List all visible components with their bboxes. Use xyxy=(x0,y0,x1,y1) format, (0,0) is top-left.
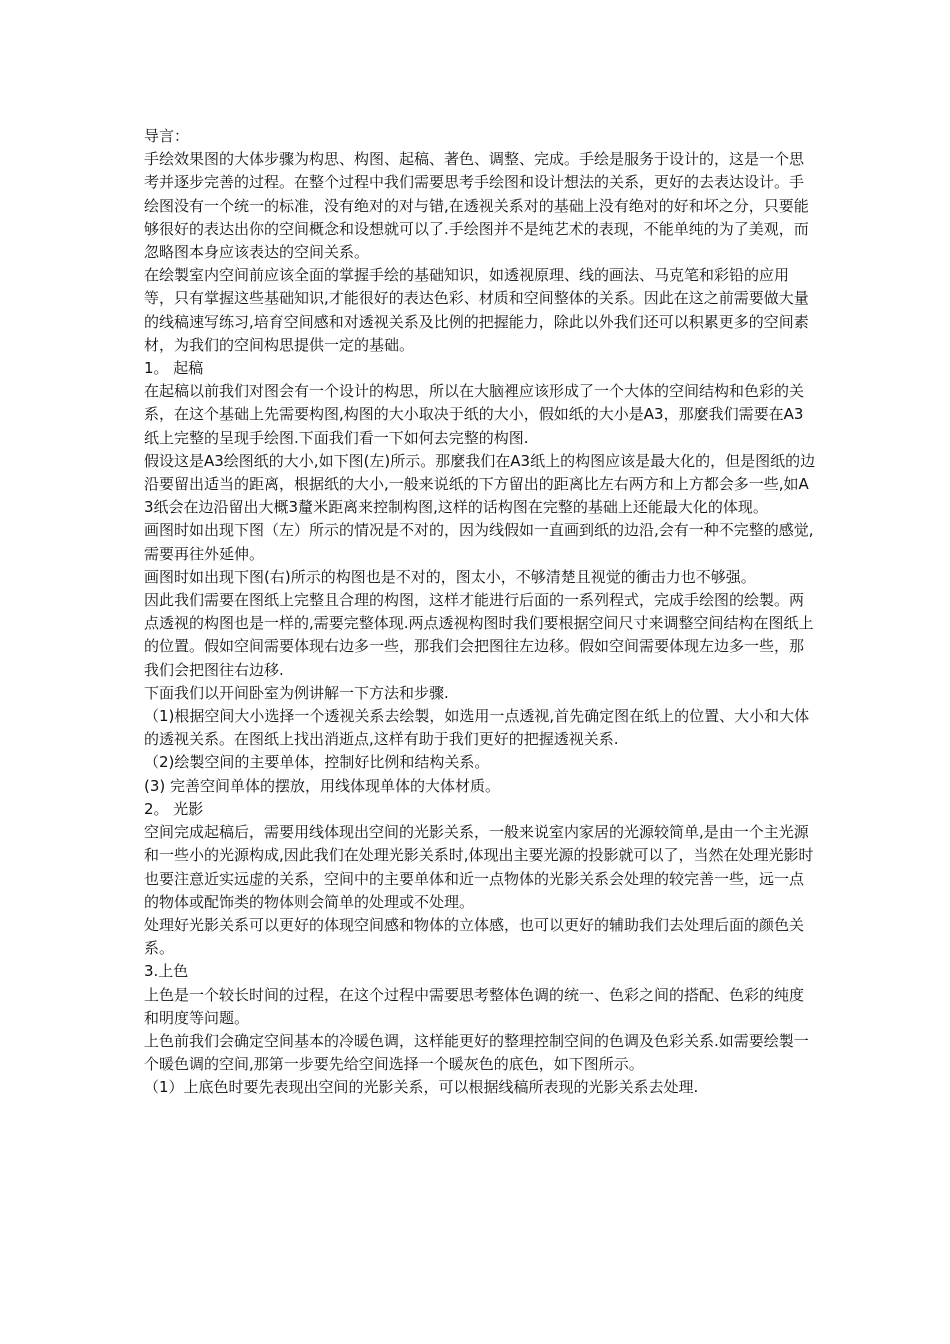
section-heading-light: 2。 光影 xyxy=(144,799,204,818)
paragraph: 处理好光影关系可以更好的体现空间感和物体的立体感，也可以更好的辅助我们去处理后面的颜色关系。 xyxy=(144,915,805,958)
paragraph: 在绘製室内空间前应该全面的掌握手绘的基础知识，如透视原理、线的画法、马克笔和彩铅的应用等，只有掌握这些基础知识,才能很好的表达色彩、材质和空间整体的关系。因此在这之前需要做大量的线稿速写练习,培育空间感和对透视关系及比例的把握能力，除此以外我们还可以积累更多的空间素材，为我们的空间构思提供一定的基础。 xyxy=(144,266,809,354)
section-heading-color: 3.上色 xyxy=(144,962,189,981)
paragraph: 假设这是A3绘图纸的大小,如下图(左)所示。那麼我们在A3纸上的构图应该是最大化的，但是图纸的边沿要留出适当的距离，根据纸的大小,一般来说纸的下方留出的距离比左右两方和上方都会多一些,如A3纸会在边沿留出大概3釐米距离来控制构图,这样的话构图在完整的基础上还能最大化的体现。 xyxy=(144,451,816,517)
step-item: （1）上底色时要先表现出空间的光影关系，可以根据线稿所表现的光影关系去处理. xyxy=(144,1078,699,1097)
paragraph: 画图时如出现下图(右)所示的构图也是不对的，图太小，不够清楚且视觉的衝击力也不够强。 xyxy=(144,567,756,586)
step-item: （2)绘製空间的主要单体，控制好比例和结构关系。 xyxy=(144,753,490,772)
paragraph: 画图时如出现下图（左）所示的情况是不对的，因为线假如一直画到纸的边沿,会有一种不完整的感觉,需要再往外延伸。 xyxy=(144,521,814,563)
paragraph: 因此我们需要在图纸上完整且合理的构图，这样才能进行后面的一系列程式，完成手绘图的绘製。两点透视的构图也是一样的,需要完整体现.两点透视构图时我们要根据空间尺寸来调整空间结构在图纸上的位置。假如空间需要体现右边多一些，那我们会把图往左边移。假如空间需要体现左边多一些，那我们会把图往右边移. xyxy=(144,591,814,679)
section-heading-sketch: 1。 起稿 xyxy=(144,359,204,378)
paragraph: 下面我们以开间卧室为例讲解一下方法和步骤. xyxy=(144,683,449,702)
paragraph: 上色是一个较长时间的过程，在这个过程中需要思考整体色调的统一、色彩之间的搭配、色彩的纯度和明度等问题。 xyxy=(144,985,805,1027)
paragraph: 空间完成起稿后，需要用线体现出空间的光影关系，一般来说室内家居的光源较简单,是由一个主光源和一些小的光源构成,因此我们在处理光影关系时,体现出主要光源的投影就可以了，当然在处理光影时也要注意近实远虚的关系，空间中的主要单体和近一点物体的光影关系会处理的较完善一些，远一点的物体或配饰类的物体则会简单的处理或不处理。 xyxy=(144,823,814,911)
step-item: (3) 完善空间单体的摆放，用线体现单体的大体材质。 xyxy=(144,776,501,795)
paragraph: 上色前我们会确定空间基本的冷暖色调，这样能更好的整理控制空间的色调及色彩关系.如需要绘製一个暖色调的空间,那第一步要先给空间选择一个暖灰色的底色，如下图所示。 xyxy=(144,1031,809,1074)
paragraph: 手绘效果图的大体步骤为构思、构图、起稿、著色、调整、完成。手绘是服务于设计的，这是一个思考并逐步完善的过程。在整个过程中我们需要思考手绘图和设计想法的关系，更好的去表达设计。手绘图没有一个统一的标准，没有绝对的对与错,在透视关系对的基础上没有绝对的好和坏之分，只要能够很好的表达出你的空间概念和设想就可以了.手绘图并不是纯艺术的表现，不能单纯的为了美观，而忽略图本身应该表达的空间关系。 xyxy=(144,150,809,262)
paragraph: 在起稿以前我们对图会有一个设计的构思，所以在大脑裡应该形成了一个大体的空间结构和色彩的关系，在这个基础上先需要构图,构图的大小取决于纸的大小，假如纸的大小是A3，那麼我们需要在A3纸上完整的呈现手绘图.下面我们看一下如何去完整的构图. xyxy=(144,382,805,447)
heading-intro: 导言： xyxy=(144,127,190,145)
document-page xyxy=(144,125,816,1100)
step-item: （1)根据空间大小选择一个透视关系去绘製，如选用一点透视,首先确定图在纸上的位置、大小和大体的透视关系。在图纸上找出消逝点,这样有助于我们更好的把握透视关系. xyxy=(144,707,810,749)
